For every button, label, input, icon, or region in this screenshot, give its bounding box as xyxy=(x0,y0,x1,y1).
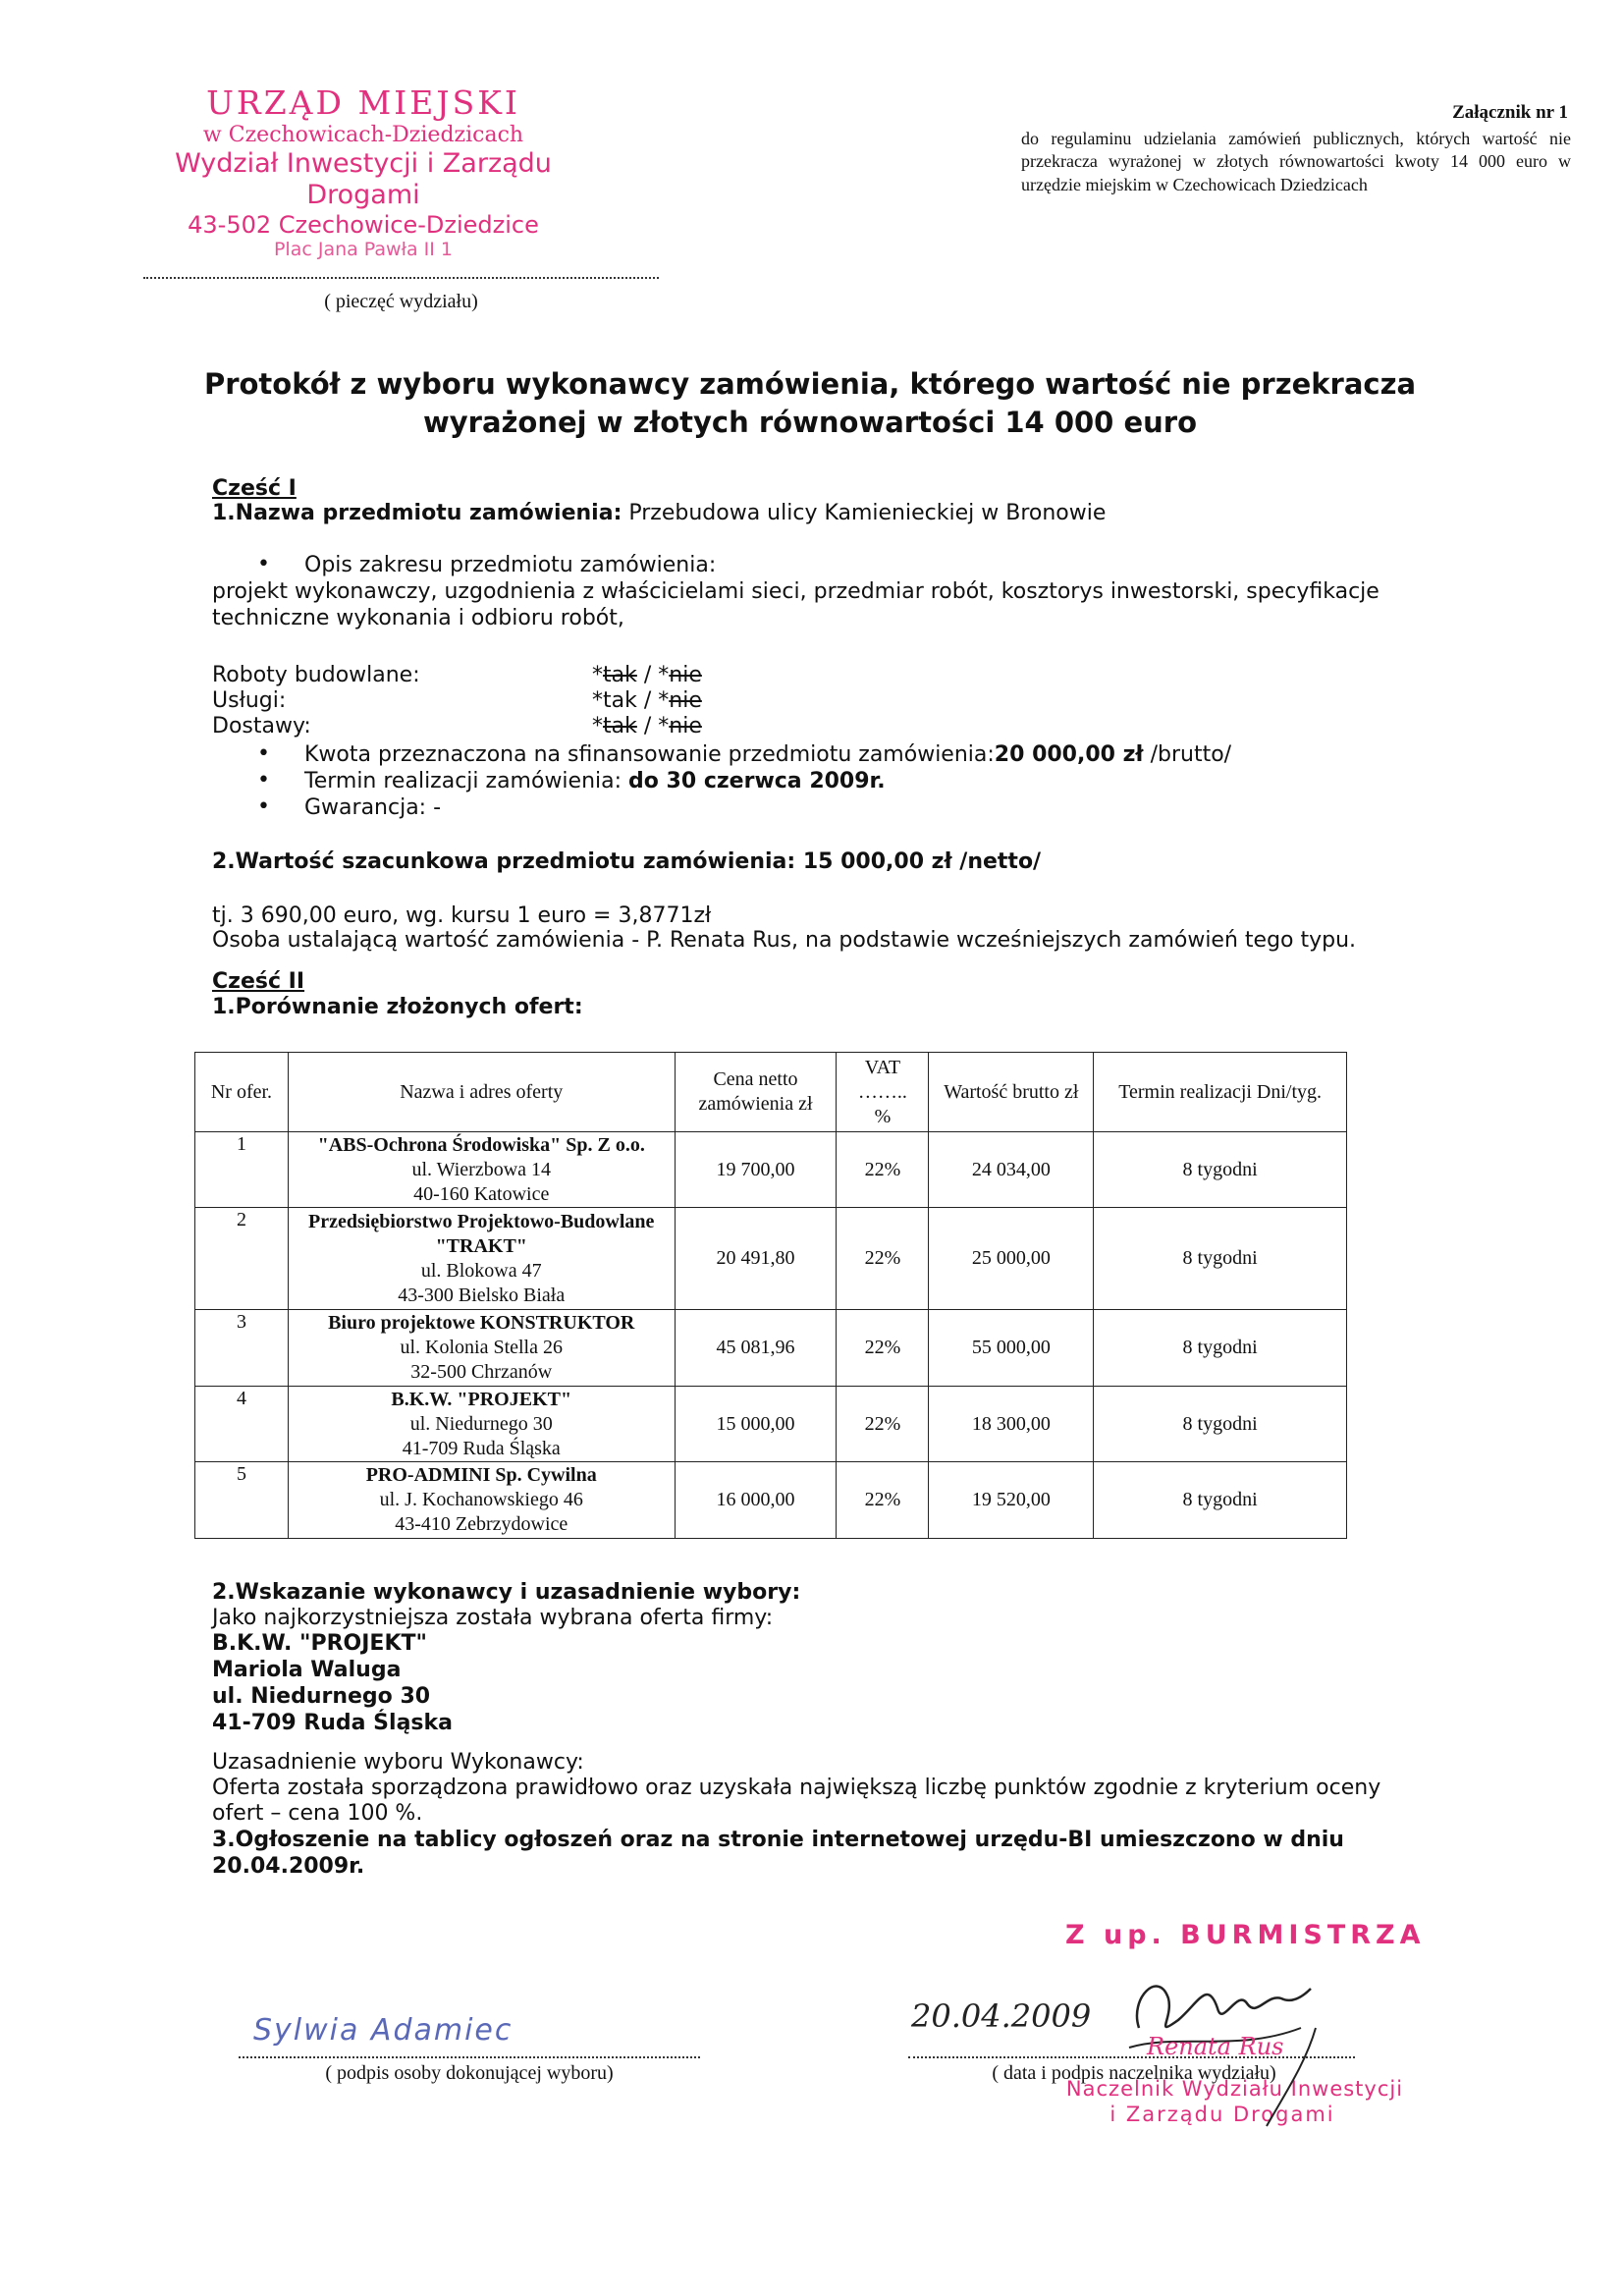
approval-stamp-name: Renata Rus xyxy=(1147,2033,1284,2060)
bullet-icon: • xyxy=(257,552,270,576)
item-3-line-1: 3.Ogłoszenie na tablicy ogłoszeń oraz na stronie internetowej urzędu-BI umieszczono w dniu xyxy=(212,1828,1344,1852)
row-term: 8 tygodni xyxy=(1094,1310,1347,1387)
chosen-person: Mariola Waluga xyxy=(212,1658,402,1682)
row-nr: 3 xyxy=(195,1310,289,1387)
stamp-dotted-line xyxy=(143,275,659,279)
stamp-line-6: Plac Jana Pawła II 1 xyxy=(273,238,454,260)
chosen-city: 41-709 Ruda Śląska xyxy=(212,1711,453,1735)
type-services-options: *tak / *nie xyxy=(592,688,702,713)
department-stamp xyxy=(147,84,579,260)
item-2-selection-heading: 2.Wskazanie wykonawcy i uzasadnienie wybory: xyxy=(212,1580,801,1605)
row-nr: 5 xyxy=(195,1462,289,1539)
item-1-value: Przebudowa ulicy Kamienieckiej w Bronowie xyxy=(628,501,1107,525)
justification-label: Uzasadnienie wyboru Wykonawcy: xyxy=(212,1750,584,1775)
row-term: 8 tygodni xyxy=(1094,1208,1347,1310)
approval-stamp-line-3: i Zarządu Drogami xyxy=(1109,2103,1335,2126)
scope-label: Opis zakresu przedmiotu zamówienia: xyxy=(304,553,717,577)
table-row xyxy=(195,1310,1347,1387)
type-deliveries-label: Dostawy: xyxy=(212,714,311,738)
part-2-heading: Cześć II xyxy=(212,969,305,994)
row-vat: 22% xyxy=(837,1208,929,1310)
document-title-line-1: Protokół z wyboru wykonawcy zamówienia, którego wartość nie przekracza xyxy=(203,367,1417,401)
row-nr: 4 xyxy=(195,1387,289,1462)
row-name: PRO-ADMINI Sp. Cywilna ul. J. Kochanowskiego 46 43-410 Zebrzydowice xyxy=(288,1462,675,1539)
part-1-heading: Cześć I xyxy=(212,476,297,501)
document-title xyxy=(177,365,1443,442)
header-net: Cena netto zamówienia zł xyxy=(675,1053,837,1132)
row-vat: 22% xyxy=(837,1462,929,1539)
person-line: Osoba ustalającą wartość zamówienia - P. Renata Rus, na podstawie wcześniejszych zamówień tego typu. xyxy=(212,928,1357,953)
amount-line: Kwota przeznaczona na sfinansowanie przedmiotu zamówienia:20 000,00 zł /brutto/ xyxy=(304,742,1232,767)
type-construction-options: *tak / *nie xyxy=(592,663,702,687)
stamp-line-1: URZĄD MIEJSKI xyxy=(206,83,520,122)
approval-stamp-line-1: Z up. BURMISTRZA xyxy=(1065,1920,1426,1950)
row-name: "ABS-Ochrona Środowiska" Sp. Z o.o. ul. Wierzbowa 14 40-160 Katowice xyxy=(288,1132,675,1208)
bullet-icon: • xyxy=(257,794,270,819)
stamp-line-5: 43-502 Czechowice-Dziedzice xyxy=(188,210,539,239)
table-row xyxy=(195,1387,1347,1462)
document-title-line-2: wyrażonej w złotych równowartości 14 000 euro xyxy=(422,406,1197,440)
row-vat: 22% xyxy=(837,1310,929,1387)
scope-line-2: techniczne wykonania i odbioru robót, xyxy=(212,606,624,630)
scope-line-1: projekt wykonawczy, uzgodnienia z właścicielami sieci, przedmiar robót, kosztorys inwestorski, specyfikacje xyxy=(212,579,1380,604)
type-deliveries-options: *tak / *nie xyxy=(592,714,702,738)
justification-line-1: Oferta została sporządzona prawidłowo oraz uzyskała największą liczbę punktów zgodnie z kryterium oceny xyxy=(212,1776,1381,1800)
guarantee-line: Gwarancja: - xyxy=(304,795,442,820)
header-gross: Wartość brutto zł xyxy=(929,1053,1094,1132)
stamp-line-3: Wydział Inwestycji i Zarządu xyxy=(175,147,552,179)
item-3-line-2: 20.04.2009r. xyxy=(212,1854,365,1879)
rate-line: tj. 3 690,00 euro, wg. kursu 1 euro = 3,8771zł xyxy=(212,903,712,928)
attachment-text: do regulaminu udzielania zamówień publicznych, których wartość nie przekracza wyrażonej w złotych równowartości kwoty 14 000 euro w urzędzie miejskim w Czechowicach Dziedzicach xyxy=(1021,129,1571,194)
chosen-intro: Jako najkorzystniejsza została wybrana oferta firmy: xyxy=(212,1606,774,1630)
signature-stroke-icon xyxy=(1257,2023,1325,2131)
table-row xyxy=(195,1132,1347,1208)
chosen-street: ul. Niedurnego 30 xyxy=(212,1684,431,1709)
row-vat: 22% xyxy=(837,1387,929,1462)
bullet-icon: • xyxy=(257,768,270,793)
row-gross: 19 520,00 xyxy=(929,1462,1094,1539)
row-gross: 25 000,00 xyxy=(929,1208,1094,1310)
table-row xyxy=(195,1462,1347,1539)
approval-stamp-line-2: Naczelnik Wydziału Inwestycji xyxy=(1065,2077,1404,2101)
row-term: 8 tygodni xyxy=(1094,1462,1347,1539)
justification-line-2: ofert – cena 100 %. xyxy=(212,1801,423,1826)
row-net: 16 000,00 xyxy=(675,1462,837,1539)
row-gross: 55 000,00 xyxy=(929,1310,1094,1387)
type-services-label: Usługi: xyxy=(212,688,287,713)
offers-comparison-heading: 1.Porównanie złożonych ofert: xyxy=(212,995,583,1019)
header-vat: VAT …….. % xyxy=(837,1053,929,1132)
stamp-line-4: Drogami xyxy=(306,179,420,210)
row-net: 45 081,96 xyxy=(675,1310,837,1387)
row-name: B.K.W. "PROJEKT" ul. Niedurnego 30 41-709 Ruda Śląska xyxy=(288,1387,675,1462)
row-vat: 22% xyxy=(837,1132,929,1208)
row-nr: 1 xyxy=(195,1132,289,1208)
header-term: Termin realizacji Dni/tyg. xyxy=(1094,1053,1347,1132)
table-header-row xyxy=(195,1053,1347,1132)
right-signature-caption: ( data i podpis naczelnika wydziału) xyxy=(992,2062,1276,2084)
type-construction-label: Roboty budowlane: xyxy=(212,663,420,687)
item-1-line xyxy=(212,500,1106,526)
row-net: 20 491,80 xyxy=(675,1208,837,1310)
row-gross: 24 034,00 xyxy=(929,1132,1094,1208)
attachment-title: Załącznik nr 1 xyxy=(1452,102,1568,123)
stamp-caption: ( pieczęć wydziału) xyxy=(324,291,478,312)
left-signature-line xyxy=(239,2054,700,2058)
right-date: 20.04.2009 xyxy=(911,1997,1092,2035)
table-row xyxy=(195,1208,1347,1310)
header-name: Nazwa i adres oferty xyxy=(288,1053,675,1132)
row-term: 8 tygodni xyxy=(1094,1132,1347,1208)
deadline-line: Termin realizacji zamówienia: do 30 czerwca 2009r. xyxy=(304,769,886,793)
row-nr: 2 xyxy=(195,1208,289,1310)
row-net: 15 000,00 xyxy=(675,1387,837,1462)
row-name: Biuro projektowe KONSTRUKTOR ul. Kolonia Stella 26 32-500 Chrzanów xyxy=(288,1310,675,1387)
stamp-line-2: w Czechowicach-Dziedzicach xyxy=(202,122,524,147)
row-term: 8 tygodni xyxy=(1094,1387,1347,1462)
offers-table xyxy=(194,1052,1347,1539)
item-2-heading: 2.Wartość szacunkowa przedmiotu zamówienia: 15 000,00 zł /netto/ xyxy=(212,849,1042,874)
left-signature: Sylwia Adamiec xyxy=(253,2013,514,2048)
row-gross: 18 300,00 xyxy=(929,1387,1094,1462)
chosen-name: B.K.W. "PROJEKT" xyxy=(212,1631,427,1656)
row-name: Przedsiębiorstwo Projektowo-Budowlane "TRAKT" ul. Blokowa 47 43-300 Bielsko Biała xyxy=(288,1208,675,1310)
bullet-icon: • xyxy=(257,741,270,766)
left-signature-caption: ( podpis osoby dokonującej wyboru) xyxy=(325,2062,614,2084)
row-net: 19 700,00 xyxy=(675,1132,837,1208)
header-nr: Nr ofer. xyxy=(195,1053,289,1132)
item-1-label: 1.Nazwa przedmiotu zamówienia: xyxy=(212,501,622,525)
